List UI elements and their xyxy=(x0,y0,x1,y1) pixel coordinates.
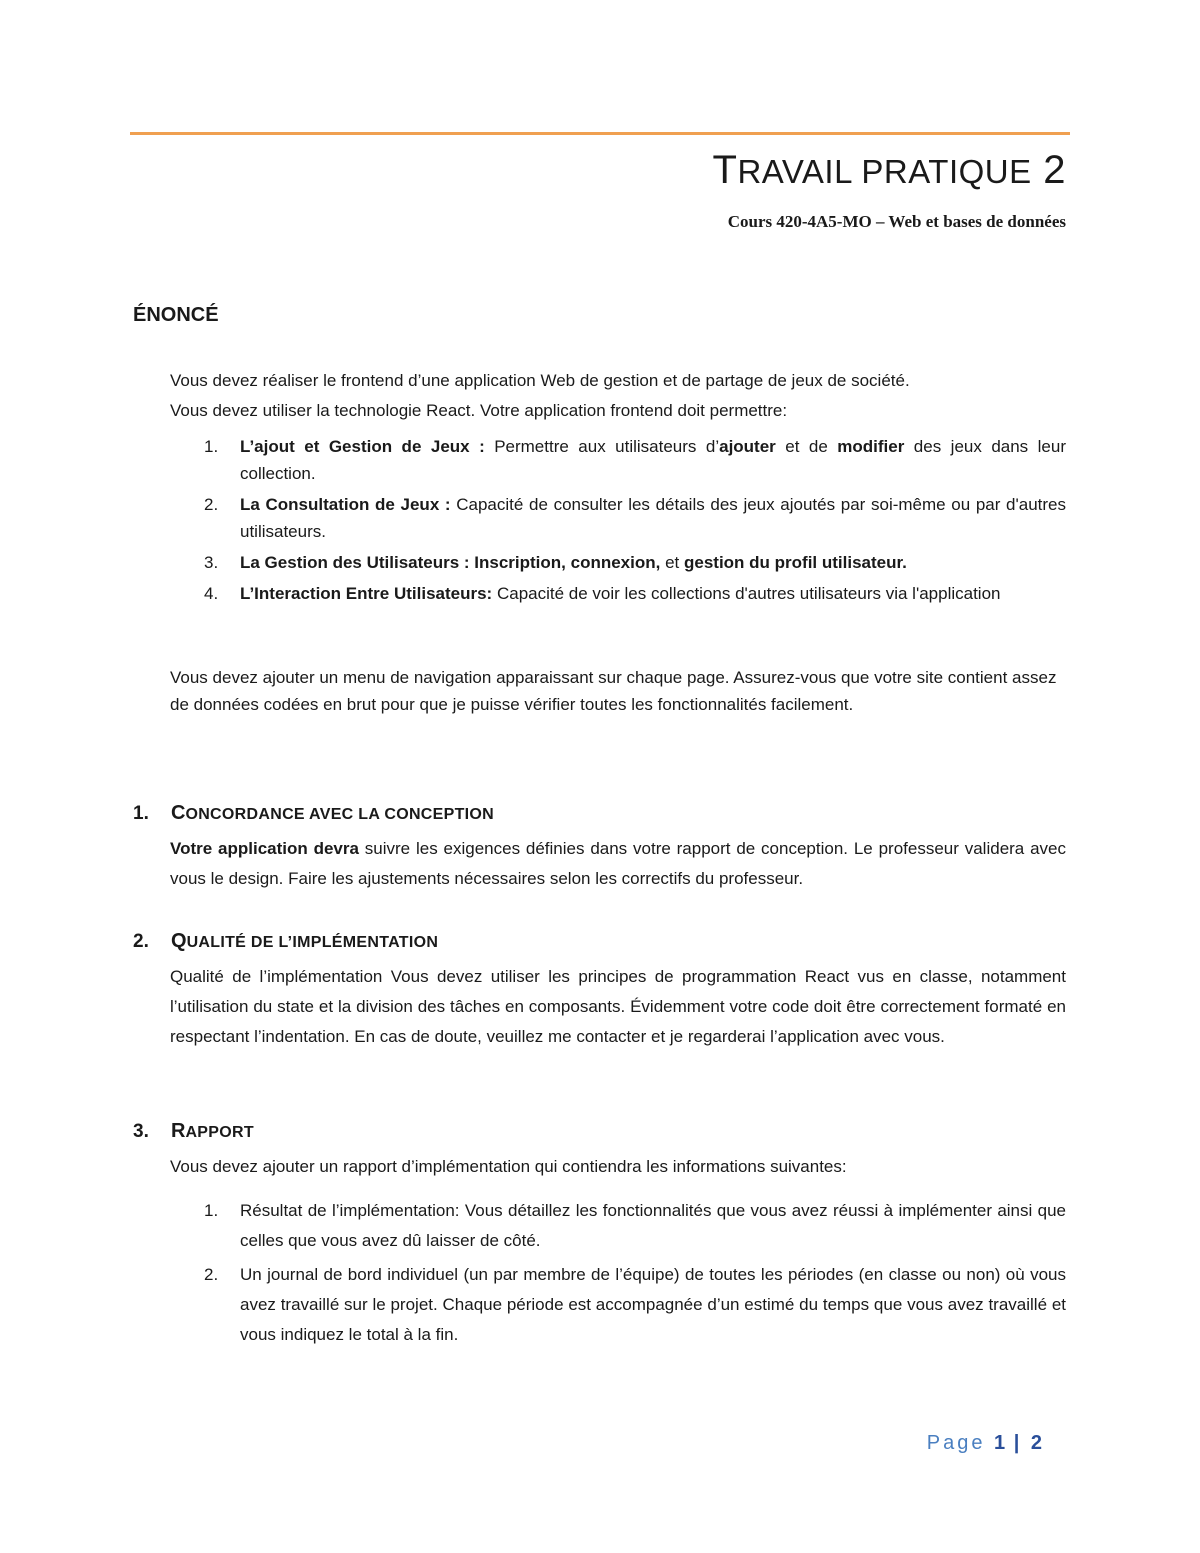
list-item: 1. Résultat de l’implémentation: Vous détaillez les fonctionnalités que vous avez réussi à implémenter ainsi que celles que vous avez dû laisser de côté. xyxy=(204,1201,1066,1250)
section-heading-concordance: 1. CONCORDANCE AVEC LA CONCEPTION xyxy=(133,802,495,824)
enonce-intro-line1: Vous devez réaliser le frontend d’une application Web de gestion et de partage de jeux de société. xyxy=(170,371,910,390)
header-rule xyxy=(130,132,1070,135)
section-heading-qualite: 2. QUALITÉ DE L’IMPLÉMENTATION xyxy=(133,930,439,952)
list-item: 3. La Gestion des Utilisateurs : Inscription, connexion, et gestion du profil utilisateur. xyxy=(204,553,907,572)
enonce-closing: Vous devez ajouter un menu de navigation apparaissant sur chaque page. Assurez-vous que votre site contient assez de données codées en brut pour que je puisse vérifier toutes les fonctionnalités facilement. xyxy=(170,668,1057,714)
enonce-intro-line2: Vous devez utiliser la technologie React. Votre application frontend doit permettre: xyxy=(170,401,788,420)
rapport-list xyxy=(170,1196,1066,1354)
section-body-concordance: Votre application devra suivre les exigences définies dans votre rapport de conception. Le professeur validera avec vous le design. Faire les ajustements nécessaires selon les correctifs du professeur. xyxy=(170,839,1066,888)
enonce-heading: ÉNONCÉ xyxy=(133,304,219,326)
enonce-list xyxy=(170,433,1066,611)
list-item: 2. Un journal de bord individuel (un par membre de l’équipe) de toutes les périodes (en classe ou non) où vous avez travaillé sur le projet. Chaque période est accompagnée d’un estimé du temps que vous avez travaillé et vous indiquez le total à la fin. xyxy=(204,1265,1066,1344)
list-item: 2. La Consultation de Jeux : Capacité de consulter les détails des jeux ajoutés par soi-même ou par d'autres utilisateurs. xyxy=(204,495,1067,541)
section-body-rapport: Vous devez ajouter un rapport d’implémentation qui contiendra les informations suivantes: xyxy=(170,1157,847,1176)
page-number-footer: Page 1 | 2 xyxy=(926,1432,1042,1454)
page-title: TRAVAIL PRATIQUE 2 xyxy=(712,148,1066,192)
section-heading-rapport: 3. RAPPORT xyxy=(133,1120,254,1142)
section-body-qualite: Qualité de l’implémentation Vous devez utiliser les principes de programmation React vus en classe, notamment l’utilisation du state et la division des tâches en composants. Évidemment votre code doit être correctement formaté en respectant l’indentation. En cas de doute, veuillez me contacter et je regarderai l’application avec vous. xyxy=(170,967,1066,1046)
list-item: 1. L’ajout et Gestion de Jeux : Permettre aux utilisateurs d’ajouter et de modifier des jeux dans leur collection. xyxy=(204,437,1066,483)
list-item: 4. L’Interaction Entre Utilisateurs: Capacité de voir les collections d'autres utilisateurs via l'application xyxy=(204,584,1001,603)
page-subtitle: Cours 420-4A5-MO – Web et bases de données xyxy=(727,212,1066,231)
